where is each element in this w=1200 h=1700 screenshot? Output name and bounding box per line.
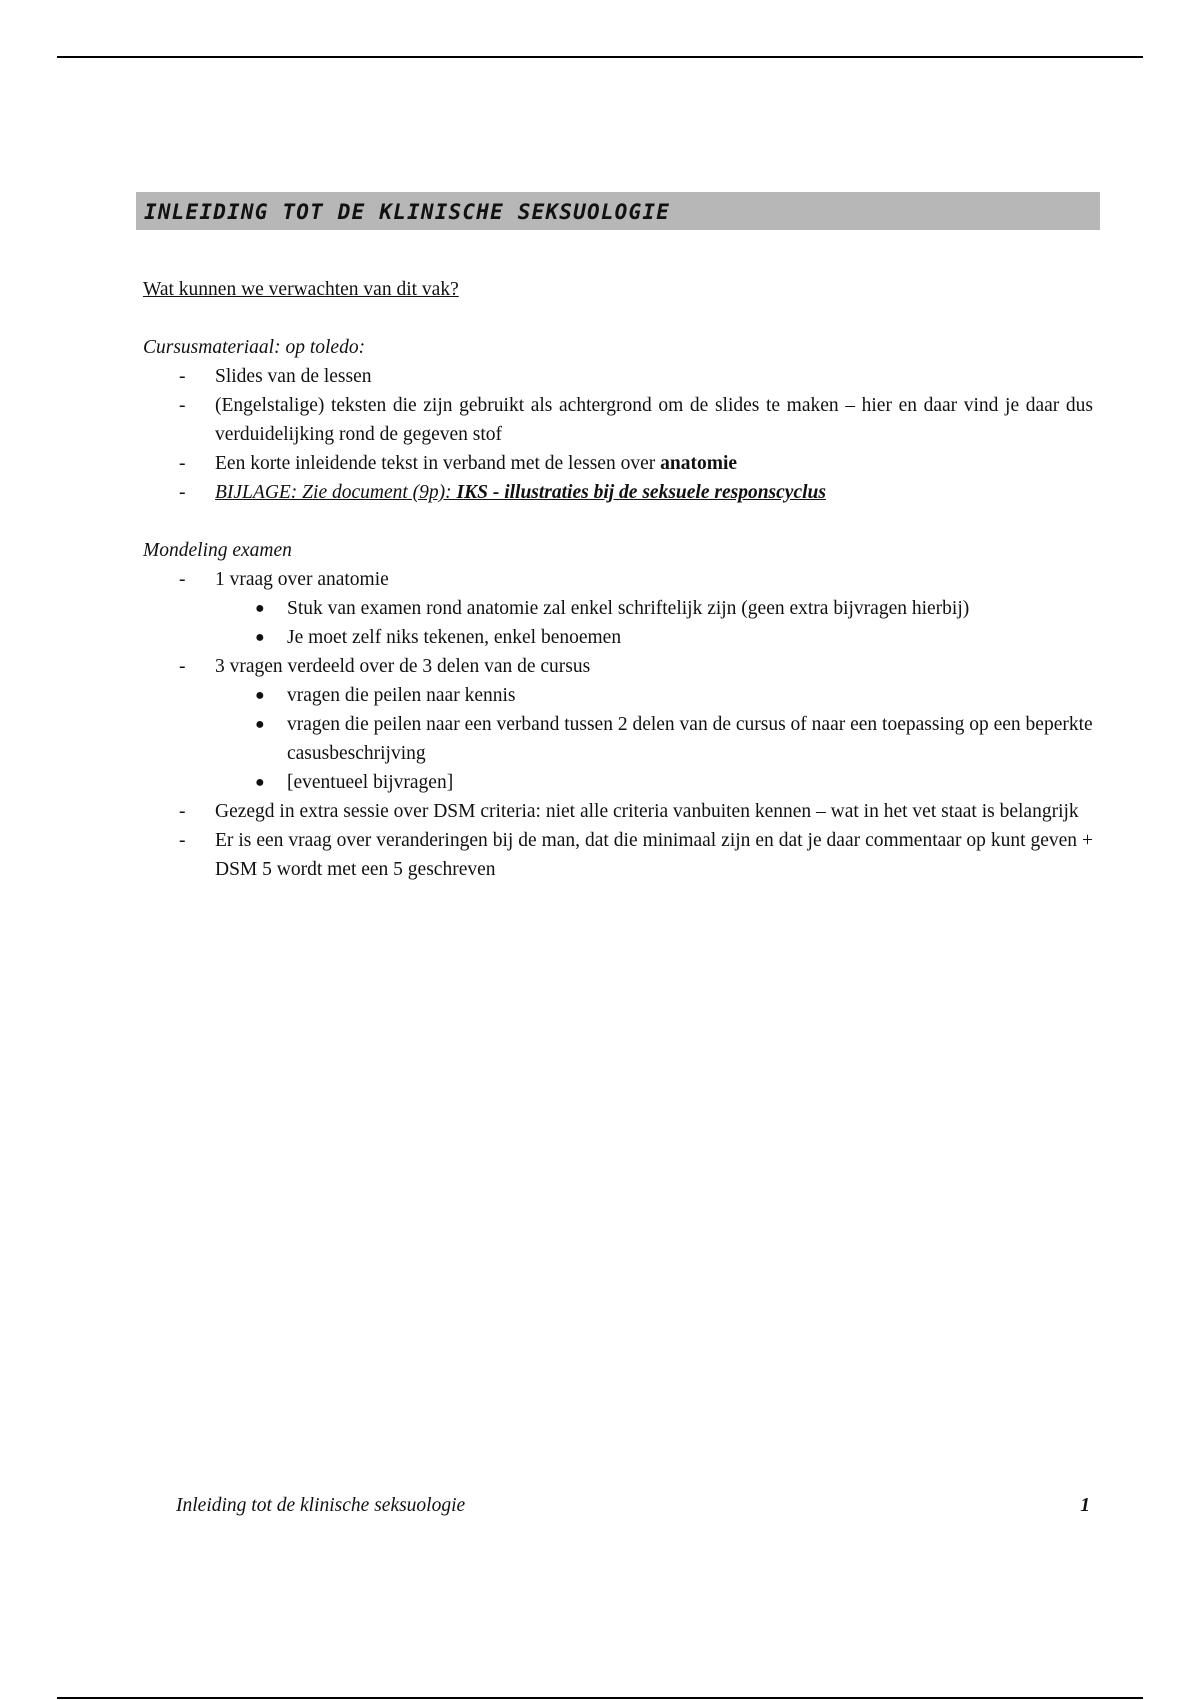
list-item-text: 1 vraag over anatomie [215,569,389,590]
sub-list-item-text: [eventueel bijvragen] [287,772,454,793]
list-item [143,565,1093,594]
sub-list-item [143,623,1093,652]
list-item [143,797,1093,826]
anatomie-bold: anatomie [660,453,738,474]
intro-question: Wat kunnen we verwachten van dit vak? [143,279,459,300]
list-item [143,478,1093,507]
title-bar [136,192,1100,230]
document-title: INLEIDING TOT DE KLINISCHE SEKSUOLOGIE [144,200,671,224]
dash-marker: - [179,801,186,822]
sub-list-item [143,681,1093,710]
page-footer [176,1495,1090,1517]
header-rule [57,56,1143,58]
bijlage-prefix: BIJLAGE: Zie document (9p): [215,482,457,503]
sub-list-item-text: Je moet zelf niks tekenen, enkel benoemen [287,627,622,648]
list-item [143,391,1093,449]
sub-list-item-text: vragen die peilen naar kennis [287,685,516,706]
footer-rule [57,1697,1143,1699]
dash-marker: - [179,830,186,851]
list-item-text: (Engelstalige) teksten die zijn gebruikt als achtergrond om de slides te maken – hier en daar vind je daar dus verduidelijking rond de gegeven stof [215,395,1093,445]
footer-title: Inleiding tot de klinische seksuologie [176,1495,466,1516]
list-item [143,652,1093,681]
document-body [143,275,1093,884]
dash-marker: - [179,656,186,677]
sub-list-item [143,710,1093,768]
dash-marker: - [179,395,186,416]
bullet-icon: ● [255,716,265,733]
list-item-text [215,449,1093,478]
bijlage-document-title: IKS - illustraties bij de seksuele responscyclus [456,482,826,503]
bullet-icon: ● [255,687,265,704]
list-item-text: 3 vragen verdeeld over de 3 delen van de cursus [215,656,591,677]
list-item-text: Slides van de lessen [215,366,372,387]
bijlage-reference [215,478,1093,507]
examen-heading: Mondeling examen [143,540,292,561]
list-item [143,362,1093,391]
bullet-icon: ● [255,600,265,617]
list-item [143,826,1093,884]
sub-list-item [143,768,1093,797]
dash-marker: - [179,366,186,387]
sub-list-item-text: Stuk van examen rond anatomie zal enkel schriftelijk zijn (geen extra bijvragen hierbij) [287,598,970,619]
sub-list-item [143,594,1093,623]
list-item [143,449,1093,478]
list-item-text-plain: Een korte inleidende tekst in verband met de lessen over [215,453,661,474]
dash-marker: - [179,453,186,474]
bullet-icon: ● [255,629,265,646]
list-item-text: Er is een vraag over veranderingen bij de man, dat die minimaal zijn en dat je daar commentaar op kunt geven + DSM 5 wordt met een 5 geschreven [215,830,1093,880]
cursus-heading: Cursusmateriaal: op toledo: [143,337,366,358]
dash-marker: - [179,482,186,503]
bullet-icon: ● [255,774,265,791]
page-number: 1 [1080,1495,1090,1516]
sub-list-item-text: vragen die peilen naar een verband tussen 2 delen van de cursus of naar een toepassing op een beperkte casusbeschrijving [287,714,1093,764]
dash-marker: - [179,569,186,590]
list-item-text: Gezegd in extra sessie over DSM criteria: niet alle criteria vanbuiten kennen – wat in het vet staat is belangrijk [215,801,1079,822]
